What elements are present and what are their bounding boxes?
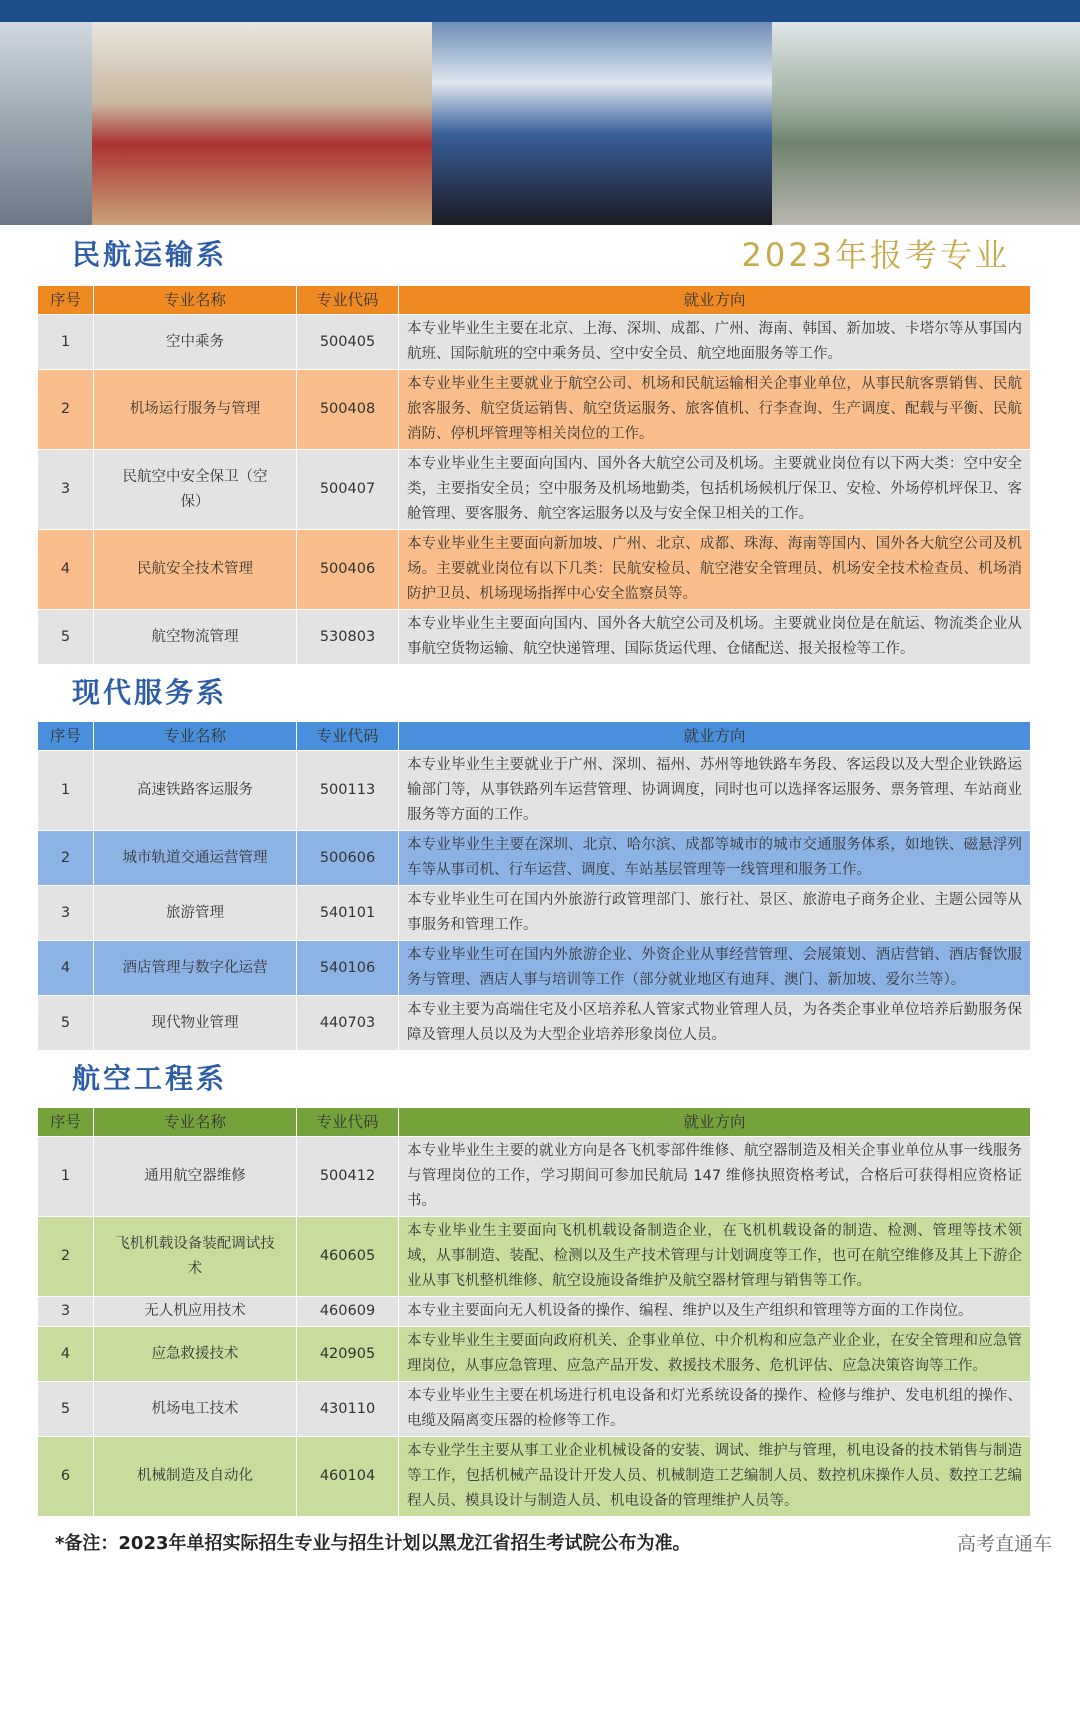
employment-direction: 本专业学生主要从事工业企业机械设备的安装、调试、维护与管理，机电设备的技术销售与制造等工作，包括机械产品设计开发人员、机械制造工艺编制人员、数控机床操作人员、数控工艺编程人员、模具设计与制造人员、机电设备的管理维护人员等。 bbox=[399, 1437, 1031, 1517]
department-title: 民航运输系 bbox=[72, 238, 228, 271]
department-title: 航空工程系 bbox=[72, 1062, 228, 1095]
employment-direction: 本专业主要面向无人机设备的操作、编程、维护以及生产组织和管理等方面的工作岗位。 bbox=[399, 1297, 1031, 1327]
table-row bbox=[38, 1217, 1031, 1297]
major-name: 民航空中安全保卫（空保） bbox=[94, 450, 297, 530]
row-number: 1 bbox=[38, 1137, 94, 1217]
major-name: 机场运行服务与管理 bbox=[94, 370, 297, 450]
major-name: 民航安全技术管理 bbox=[94, 530, 297, 610]
table-row bbox=[38, 1297, 1031, 1327]
major-code: 530803 bbox=[297, 610, 399, 665]
table-header bbox=[38, 722, 1031, 751]
major-code: 500405 bbox=[297, 315, 399, 370]
employment-direction: 本专业毕业生主要面向飞机机载设备制造企业，在飞机机载设备的制造、检测、管理等技术领域，从事制造、装配、检测以及生产技术管理与计划调度等工作，也可在航空维修及其上下游企业从事飞机整机维修、航空设施设备维护及航空器材管理与销售等工作。 bbox=[399, 1217, 1031, 1297]
department-header bbox=[0, 665, 1080, 721]
table-row bbox=[38, 370, 1031, 450]
column-header-no: 序号 bbox=[38, 722, 94, 751]
employment-direction: 本专业毕业生主要面向新加坡、广州、北京、成都、珠海、海南等国内、国外各大航空公司及机场。主要就业岗位有以下几类：民航安检员、航空港安全管理员、机场安全技术检查员、机场消防护卫员、机场现场指挥中心安全监察员等。 bbox=[399, 530, 1031, 610]
table-row bbox=[38, 996, 1031, 1051]
footer bbox=[0, 1517, 1080, 1577]
major-code: 500412 bbox=[297, 1137, 399, 1217]
major-code: 440703 bbox=[297, 996, 399, 1051]
employment-direction: 本专业毕业生主要就业于航空公司、机场和民航运输相关企事业单位，从事民航客票销售、民航旅客服务、航空货运销售、航空货运服务、旅客值机、行李查询、生产调度、配载与平衡、民航消防、停机坪管理等相关岗位的工作。 bbox=[399, 370, 1031, 450]
table-row bbox=[38, 1437, 1031, 1517]
employment-direction: 本专业毕业生主要在机场进行机电设备和灯光系统设备的操作、检修与维护、发电机组的操作、电缆及隔离变压器的检修等工作。 bbox=[399, 1382, 1031, 1437]
table-row bbox=[38, 941, 1031, 996]
row-number: 2 bbox=[38, 370, 94, 450]
table-row bbox=[38, 450, 1031, 530]
employment-direction: 本专业毕业生主要面向政府机关、企事业单位、中介机构和应急产业企业，在安全管理和应急管理岗位，从事应急管理、应急产品开发、救援技术服务、危机评估、应急决策咨询等工作。 bbox=[399, 1327, 1031, 1382]
row-number: 4 bbox=[38, 1327, 94, 1382]
column-header-code: 专业代码 bbox=[297, 286, 399, 315]
table-row bbox=[38, 610, 1031, 665]
row-number: 3 bbox=[38, 886, 94, 941]
table-row bbox=[38, 831, 1031, 886]
table-row bbox=[38, 1327, 1031, 1382]
major-code: 540101 bbox=[297, 886, 399, 941]
majors-table bbox=[37, 721, 1031, 1051]
major-code: 460605 bbox=[297, 1217, 399, 1297]
table-row bbox=[38, 1137, 1031, 1217]
table-row bbox=[38, 530, 1031, 610]
row-number: 2 bbox=[38, 1217, 94, 1297]
table-row bbox=[38, 886, 1031, 941]
table-row bbox=[38, 751, 1031, 831]
row-number: 3 bbox=[38, 1297, 94, 1327]
photo-aircraft-hangar bbox=[772, 22, 1080, 225]
major-code: 460609 bbox=[297, 1297, 399, 1327]
row-number: 6 bbox=[38, 1437, 94, 1517]
row-number: 4 bbox=[38, 941, 94, 996]
employment-direction: 本专业毕业生主要面向国内、国外各大航空公司及机场。主要就业岗位是在航运、物流类企业从事航空货物运输、航空快递管理、国际货运代理、仓储配送、报关报检等工作。 bbox=[399, 610, 1031, 665]
table-row bbox=[38, 315, 1031, 370]
employment-direction: 本专业毕业生主要面向国内、国外各大航空公司及机场。主要就业岗位有以下两大类：空中安全类，主要指安全员；空中服务及机场地勤类，包括机场候机厅保卫、安检、外场停机坪保卫、客舱管理、要客服务、航空客运服务以及与安全保卫相关的工作。 bbox=[399, 450, 1031, 530]
employment-direction: 本专业毕业生主要在北京、上海、深圳、成都、广州、海南、韩国、新加坡、卡塔尔等从事国内航班、国际航班的空中乘务员、空中安全员、航空地面服务等工作。 bbox=[399, 315, 1031, 370]
department-header bbox=[0, 225, 1080, 285]
major-name: 现代物业管理 bbox=[94, 996, 297, 1051]
row-number: 4 bbox=[38, 530, 94, 610]
major-code: 500606 bbox=[297, 831, 399, 886]
column-header-name: 专业名称 bbox=[94, 1108, 297, 1137]
column-header-name: 专业名称 bbox=[94, 286, 297, 315]
major-code: 430110 bbox=[297, 1382, 399, 1437]
major-name: 旅游管理 bbox=[94, 886, 297, 941]
column-header-no: 序号 bbox=[38, 1108, 94, 1137]
employment-direction: 本专业毕业生可在国内外旅游行政管理部门、旅行社、景区、旅游电子商务企业、主题公园等从事服务和管理工作。 bbox=[399, 886, 1031, 941]
table-header bbox=[38, 1108, 1031, 1137]
major-name: 机场电工技术 bbox=[94, 1382, 297, 1437]
employment-direction: 本专业毕业生主要就业于广州、深圳、福州、苏州等地铁路车务段、客运段以及大型企业铁路运输部门等，从事铁路列车运营管理、协调调度，同时也可以选择客运服务、票务管理、车站商业服务等方面的工作。 bbox=[399, 751, 1031, 831]
departments-container bbox=[0, 225, 1080, 1517]
column-header-name: 专业名称 bbox=[94, 722, 297, 751]
photo-strip bbox=[0, 22, 1080, 225]
major-name: 无人机应用技术 bbox=[94, 1297, 297, 1327]
row-number: 5 bbox=[38, 1382, 94, 1437]
employment-direction: 本专业毕业生可在国内外旅游企业、外资企业从事经营管理、会展策划、酒店营销、酒店餐饮服务与管理、酒店人事与培训等工作（部分就业地区有迪拜、澳门、新加坡、爱尔兰等）。 bbox=[399, 941, 1031, 996]
major-name: 酒店管理与数字化运营 bbox=[94, 941, 297, 996]
major-code: 540106 bbox=[297, 941, 399, 996]
column-header-desc: 就业方向 bbox=[399, 722, 1031, 751]
row-number: 3 bbox=[38, 450, 94, 530]
column-header-desc: 就业方向 bbox=[399, 1108, 1031, 1137]
major-code: 460104 bbox=[297, 1437, 399, 1517]
major-code: 500408 bbox=[297, 370, 399, 450]
top-banner-bar bbox=[0, 0, 1080, 22]
major-name: 航空物流管理 bbox=[94, 610, 297, 665]
major-name: 城市轨道交通运营管理 bbox=[94, 831, 297, 886]
majors-table bbox=[37, 1107, 1031, 1517]
year-title: 2023年报考专业 bbox=[741, 236, 1010, 274]
majors-table bbox=[37, 285, 1031, 665]
footer-note: *备注：2023年单招实际招生专业与招生计划以黑龙江省招生考试院公布为准。 bbox=[55, 1533, 691, 1554]
photo-ticket-gates bbox=[92, 22, 432, 225]
major-code: 500407 bbox=[297, 450, 399, 530]
table-row bbox=[38, 1382, 1031, 1437]
major-name: 高速铁路客运服务 bbox=[94, 751, 297, 831]
column-header-desc: 就业方向 bbox=[399, 286, 1031, 315]
row-number: 5 bbox=[38, 610, 94, 665]
row-number: 1 bbox=[38, 751, 94, 831]
major-name: 空中乘务 bbox=[94, 315, 297, 370]
major-code: 500113 bbox=[297, 751, 399, 831]
table-header bbox=[38, 286, 1031, 315]
photo-students-uniform bbox=[0, 22, 92, 225]
row-number: 1 bbox=[38, 315, 94, 370]
major-name: 飞机机载设备装配调试技术 bbox=[94, 1217, 297, 1297]
department-title: 现代服务系 bbox=[72, 676, 228, 709]
column-header-code: 专业代码 bbox=[297, 722, 399, 751]
row-number: 2 bbox=[38, 831, 94, 886]
photo-railway-staff bbox=[432, 22, 772, 225]
major-name: 通用航空器维修 bbox=[94, 1137, 297, 1217]
column-header-no: 序号 bbox=[38, 286, 94, 315]
major-name: 应急救援技术 bbox=[94, 1327, 297, 1382]
employment-direction: 本专业主要为高端住宅及小区培养私人管家式物业管理人员，为各类企事业单位培养后勤服务保障及管理人员以及为大型企业培养形象岗位人员。 bbox=[399, 996, 1031, 1051]
row-number: 5 bbox=[38, 996, 94, 1051]
major-code: 500406 bbox=[297, 530, 399, 610]
employment-direction: 本专业毕业生主要的就业方向是各飞机零部件维修、航空器制造及相关企事业单位从事一线服务与管理岗位的工作，学习期间可参加民航局 147 维修执照资格考试，合格后可获得相应资格证书。 bbox=[399, 1137, 1031, 1217]
brand-label: 高考直通车 bbox=[956, 1533, 1052, 1555]
major-code: 420905 bbox=[297, 1327, 399, 1382]
employment-direction: 本专业毕业生主要在深圳、北京、哈尔滨、成都等城市的城市交通服务体系，如地铁、磁悬浮列车等从事司机、行车运营、调度、车站基层管理等一线管理和服务工作。 bbox=[399, 831, 1031, 886]
major-name: 机械制造及自动化 bbox=[94, 1437, 297, 1517]
department-header bbox=[0, 1051, 1080, 1107]
column-header-code: 专业代码 bbox=[297, 1108, 399, 1137]
